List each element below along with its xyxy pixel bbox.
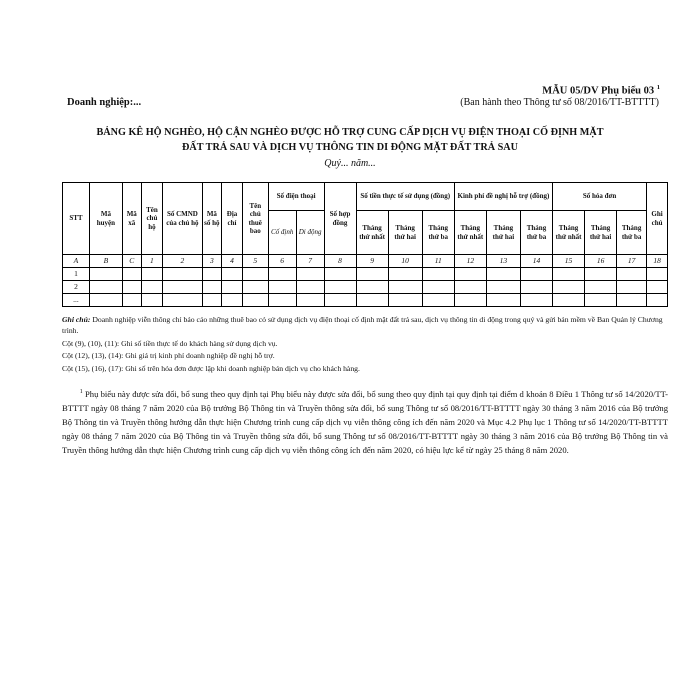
header-kinh-phi-thang-3: Tháng thứ ba	[520, 211, 552, 255]
notes-line: Cột (15), (16), (17): Ghi số trên hóa đơn được lập khi doanh nghiệp bán dịch vụ cho khách hàng.	[62, 363, 360, 373]
index-cell: 9	[356, 255, 388, 268]
header-cuoc-thang-2: Tháng thứ hai	[388, 211, 422, 255]
header-kinh-phi-thang-2: Tháng thứ hai	[486, 211, 520, 255]
notes-main: Ghi chú: Doanh nghiệp viễn thông chỉ báo cáo những thuê bao có sử dụng dịch vụ điện thoại cố định mặt đất trả sau, dịch vụ thông tin di động trong quý và gửi bản mềm về Ban Quản lý Chương trình.	[62, 315, 663, 335]
header-so-cmnd: Số CMND của chủ hộ	[163, 183, 202, 255]
notes-line: Cột (9), (10), (11): Ghi số tiền thực tế do khách hàng sử dụng dịch vụ.	[62, 338, 278, 348]
issued-note: (Ban hành theo Thông tư số 08/2016/TT-BTTTT)	[460, 97, 659, 108]
form-code-footnote-ref: 1	[656, 84, 660, 91]
table-row	[63, 268, 668, 281]
index-cell: 13	[486, 255, 520, 268]
company-label: Doanh nghiệp:...	[67, 97, 142, 108]
row-number: 2	[63, 281, 90, 294]
index-cell: 12	[454, 255, 486, 268]
footnote	[62, 385, 668, 457]
index-cell: 6	[268, 255, 296, 268]
index-cell: C	[122, 255, 141, 268]
notes-line: Cột (12), (13), (14): Ghi giá trị kinh phí doanh nghiệp đề nghị hỗ trợ.	[62, 351, 275, 360]
header-tien-cuoc: Số tiền thực tế sử dụng (đồng)	[356, 183, 454, 211]
header-cuoc-thang-1: Tháng thứ nhất	[356, 211, 388, 255]
footnote-ref: 1	[79, 389, 83, 395]
header-hoa-don-thang-2: Tháng thứ hai	[585, 211, 617, 255]
index-cell: 3	[202, 255, 222, 268]
header-stt: STT	[63, 183, 90, 255]
header-ten-chu-ho: Tên chủ hộ	[141, 183, 163, 255]
index-cell: A	[63, 255, 90, 268]
header-ten-chu-thue-bao: Tên chủ thuê bao	[242, 183, 268, 255]
title-line-1: BẢNG KÊ HỘ NGHÈO, HỘ CẬN NGHÈO ĐƯỢC HỖ TRỢ CUNG CẤP DỊCH VỤ ĐIỆN THOẠI CỐ ĐỊNH MẶT	[96, 127, 604, 138]
index-cell: 11	[422, 255, 454, 268]
row-number: ...	[63, 294, 90, 307]
table-row	[63, 294, 668, 307]
index-cell: 10	[388, 255, 422, 268]
report-table	[62, 182, 668, 307]
header-cuoc-thang-3: Tháng thứ ba	[422, 211, 454, 255]
header-kinh-phi-thang-1: Tháng thứ nhất	[454, 211, 486, 255]
table-row	[63, 281, 668, 294]
header-so-hoa-don: Số hóa đơn	[553, 183, 647, 211]
quarter-label: Quý... năm...	[324, 158, 376, 169]
index-cell: 4	[222, 255, 243, 268]
header-co-dinh: Cố định	[268, 211, 296, 255]
header-hoa-don-thang-3: Tháng thứ ba	[617, 211, 647, 255]
column-index-row	[63, 255, 668, 268]
header-dia-chi: Địa chỉ	[222, 183, 243, 255]
notes-label: Ghi chú:	[62, 315, 91, 324]
header-ma-xa: Mã xã	[122, 183, 141, 255]
header-hoa-don-thang-1: Tháng thứ nhất	[553, 211, 585, 255]
index-cell: 14	[520, 255, 552, 268]
index-cell: 15	[553, 255, 585, 268]
index-cell: 18	[647, 255, 668, 268]
header-so-hop-dong: Số hợp đồng	[324, 183, 356, 255]
index-cell: 7	[296, 255, 324, 268]
header-ghi-chu: Ghi chú	[647, 183, 668, 255]
index-cell: 16	[585, 255, 617, 268]
header-so-dien-thoai: Số điện thoại	[268, 183, 324, 211]
index-cell: 1	[141, 255, 163, 268]
title-line-2: ĐẤT TRẢ SAU VÀ DỊCH VỤ THÔNG TIN DI ĐỘNG MẶT ĐẤT TRẢ SAU	[182, 142, 518, 153]
header-di-dong: Di động	[296, 211, 324, 255]
header-ma-so-ho: Mã số hộ	[202, 183, 222, 255]
index-cell: 8	[324, 255, 356, 268]
index-cell: 17	[617, 255, 647, 268]
index-cell: B	[89, 255, 122, 268]
index-cell: 2	[163, 255, 202, 268]
header-ma-huyen: Mã huyện	[89, 183, 122, 255]
row-number: 1	[63, 268, 90, 281]
index-cell: 5	[242, 255, 268, 268]
notes-section	[62, 314, 668, 375]
form-code: MẪU 05/DV Phụ biểu 03 $^1$	[542, 84, 660, 97]
footnote-text: Phụ biểu này được sửa đổi, bổ sung theo quy định tại Phụ biểu này được sửa đổi, bổ sung theo quy định tại quy định tại điểm d khoản 8 Điều 1 Thông tư số 14/2020/TT-BTTTT ngày 08 tháng 7 năm 2020 của Bộ trưởng Bộ Thông tin và Truyền thông sửa đổi, bổ sung Thông tư số 08/2016/TT-BTTTT ngày 30 tháng 3 năm 2016 của Bộ trưởng Bộ Thông tin và Truyền thông hướng dẫn thực hiện Chương trình cung cấp dịch vụ viễn thông công ích đến năm 2020 và Mục 4.2 Phụ lục 1 Thông tư số 14/2020/TT-BTTTT ngày 08 tháng 7 năm 2020 của Bộ Thông tin và Truyền thông sửa đổi, bổ sung Thông tư số 08/2016/TT-BTTTT ngày 30 tháng 3 năm 2016 của Bộ trưởng Bộ Thông tin và Truyền thông hướng dẫn thực hiện Chương trình cung cấp dịch vụ viễn thông công ích đến năm 2020, có hiệu lực kể từ ngày 25 tháng 8 năm 2020.	[62, 388, 669, 455]
document-title	[0, 125, 700, 155]
header-kinh-phi: Kinh phí đề nghị hỗ trợ (đồng)	[454, 183, 552, 211]
